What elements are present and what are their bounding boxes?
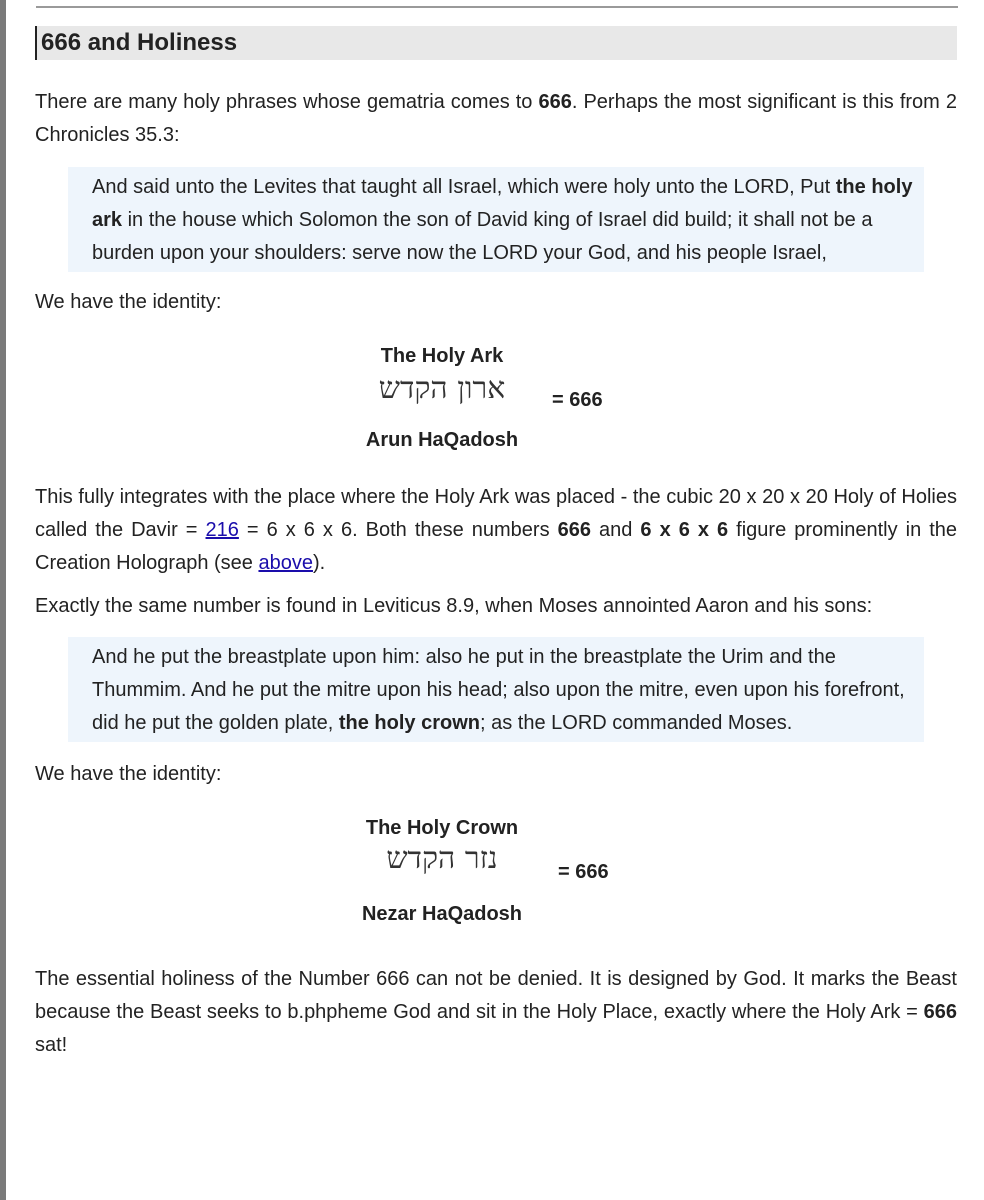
link-216[interactable]: 216: [205, 519, 239, 541]
para2-bold-666: 666: [557, 519, 591, 541]
scripture-quote-leviticus: [68, 637, 924, 742]
identity-holy-ark: [35, 333, 957, 473]
identity-holy-crown: [35, 805, 957, 945]
intro-text-1: There are many holy phrases whose gematria comes to: [35, 91, 539, 113]
identity2-title: The Holy Crown: [365, 817, 519, 839]
para2-text-4: figure prominently in the Creation Holograph (see: [35, 519, 958, 574]
quote1-bold-holy-ark: the holy ark: [92, 176, 913, 231]
identity1-hebrew: ארון הקדש: [378, 371, 506, 406]
identity2-transliteration: Nezar HaQadosh: [361, 903, 523, 925]
link-above[interactable]: above: [258, 552, 313, 574]
identity2-value: = 666: [558, 861, 609, 883]
identity1-title: The Holy Ark: [380, 345, 504, 367]
para2-text-3: and: [591, 519, 641, 541]
conclusion-text-2: sat!: [35, 1034, 68, 1056]
para2-text-5: ).: [312, 552, 326, 574]
identity2-hebrew: נזר הקדש: [386, 841, 498, 876]
identity1-transliteration: Arun HaQadosh: [365, 429, 519, 451]
quote1-text-1: And said unto the Levites that taught all Israel, which were holy unto the LORD, Put: [92, 176, 836, 198]
quote2-text-2: ; as the LORD commanded Moses.: [480, 712, 793, 734]
leviticus-intro-paragraph: Exactly the same number is found in Leviticus 8.9, when Moses annointed Aaron and his sons:: [35, 595, 873, 617]
section-heading: 666 and Holiness: [35, 26, 957, 60]
intro-bold-666: 666: [538, 91, 572, 113]
quote2-bold-holy-crown: the holy crown: [338, 712, 480, 734]
para2-text-2: = 6 x 6 x 6. Both these numbers: [238, 519, 558, 541]
scripture-quote-chronicles: [68, 167, 924, 272]
conclusion-paragraph: [35, 963, 957, 1062]
article-content: [35, 26, 957, 1062]
quote1-text-2: in the house which Solomon the son of David king of Israel did build; it shall not be a burden upon your shoulders: serve now the LORD your God, and his people Israel,: [92, 209, 873, 264]
intro-text-2: . Perhaps the most significant is this from 2 Chronicles 35.3:: [35, 91, 957, 146]
identity1-value: = 666: [552, 389, 603, 411]
section-top-divider: [36, 6, 958, 8]
identity-label-2: We have the identity:: [35, 763, 222, 785]
conclusion-bold-666: 666: [923, 1001, 957, 1023]
para2-bold-6x6x6: 6 x 6 x 6: [640, 519, 729, 541]
identity-label-1: We have the identity:: [35, 291, 222, 313]
page-left-border: [0, 0, 6, 1200]
para2-text-1: This fully integrates with the place where the Holy Ark was placed - the cubic 20 x 20 x 20 Holy of Holies called the Davir =: [35, 486, 957, 541]
davir-paragraph: [35, 481, 957, 580]
quote2-text-1: And he put the breastplate upon him: also he put in the breastplate the Urim and the Thummim. And he put the mitre upon his head; also upon the mitre, even upon his forefront, did he put the golden plate,: [92, 646, 905, 734]
conclusion-text-1: The essential holiness of the Number 666 can not be denied. It is designed by God. It marks the Beast because the Beast seeks to b.phpheme God and sit in the Holy Place, exactly where the Holy Ark =: [35, 968, 957, 1023]
intro-paragraph: [35, 86, 957, 152]
